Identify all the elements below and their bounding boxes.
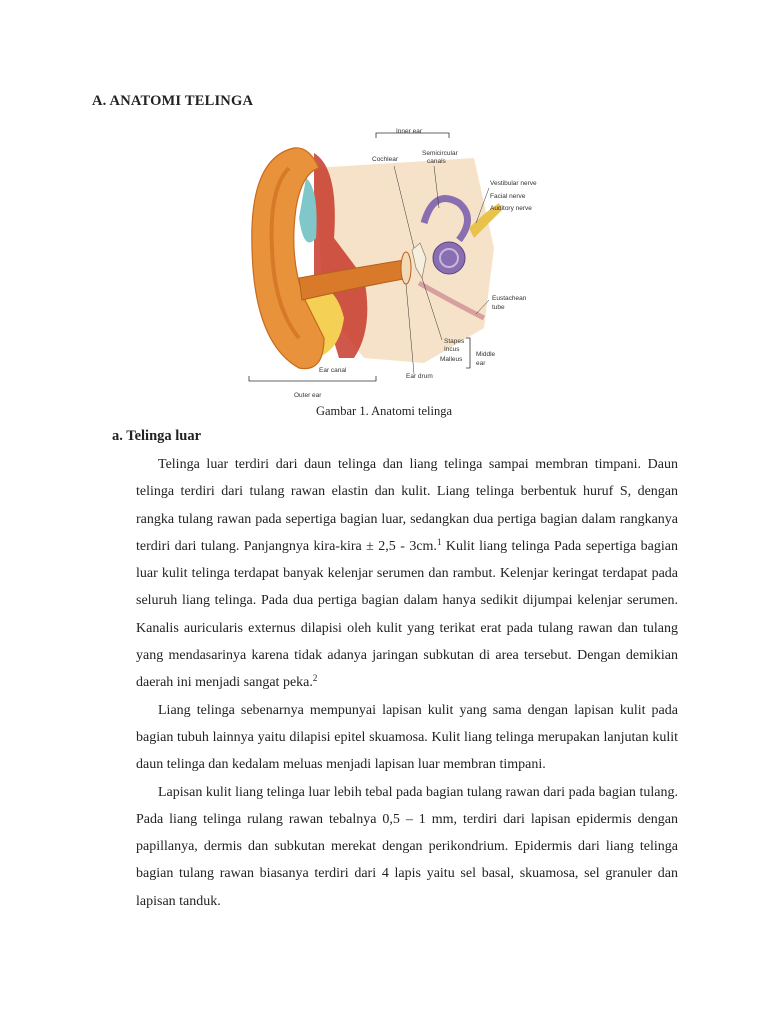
label-stapes: Stapes <box>444 338 465 345</box>
section-heading: A. ANATOMI TELINGA <box>92 93 254 109</box>
svg-text:Semicircular <box>422 150 459 157</box>
label-eustachian-1: Eustachean <box>492 295 527 302</box>
svg-text:Eustachean <box>492 295 527 302</box>
footnote-ref-2: 2 <box>312 673 318 684</box>
svg-text:Auditory nerve <box>490 205 532 212</box>
paragraph-1: Telinga luar terdiri dari daun telinga dan liang telinga sampai membran timpani. Daun telinga terdiri dari tulang rawan elastin dan kulit. Liang telinga berbentuk huruf S, dengan rangka tulang rawan pada sepertiga bagian luar, sedangkan dua pertiga bagian dalam rangkanya terdiri dari tulang. Panjangnya kira-kira ± 2,5 - 3cm.$^1$ Kulit liang telinga Pada sepertiga bagian luar kulit telinga terdapat banyak kelenjar serumen dan rambut. Kelenjar keringat terdapat pada seluruh liang telinga. Pada dua pertiga bagian dalam hanya sedikit dijumpai kelenjar serumen. Kanalis auricularis externus dilapisi oleh kulit yang terikat erat pada tulang rawan dan tulang yang mendasarinya karena tidak adanya jaringan subkutan di area tersebut. Dengan demikian daerah ini menjadi sangat peka.$^2$ <box>136 457 678 691</box>
label-vestibular-nerve: Vestibular nerve <box>490 180 537 187</box>
label-auditory-nerve: Auditory nerve <box>490 205 532 212</box>
ear-anatomy-figure <box>244 128 544 400</box>
svg-text:Ear drum <box>406 373 433 380</box>
paragraph-3: Lapisan kulit liang telinga luar lebih tebal pada bagian tulang rawan dari pada bagian tulang. Pada liang telinga rulang rawan tebalnya 0,5 – 1 mm, terdiri dari lapisan epidermis dengan papillanya, dermis dan subkutan merekat dengan perikondrium. Epidermis dari liang telinga bagian tulang rawan biasanya terdiri dari 4 lapis yaitu sel basal, skuamosa, sel granuler dan lapisan tanduk. <box>136 784 678 909</box>
label-middle-ear-1: Middle <box>476 351 496 358</box>
svg-text:Stapes <box>444 338 465 345</box>
pinna <box>252 148 324 369</box>
figure-caption: Gambar 1. Anatomi telinga <box>315 404 453 418</box>
label-semicircular-2: canals <box>427 158 446 165</box>
label-facial-nerve: Facial nerve <box>490 193 526 200</box>
svg-text:Cochlear <box>372 156 399 163</box>
svg-text:Vestibular nerve <box>490 180 537 187</box>
svg-text:Inner ear <box>396 128 423 135</box>
label-malleus: Malleus <box>440 356 463 363</box>
svg-text:Outer ear <box>294 392 322 399</box>
label-inner-ear: Inner ear <box>396 128 423 135</box>
label-cochlear: Cochlear <box>372 156 399 163</box>
label-middle-ear-2: ear <box>476 360 486 367</box>
cochlea <box>433 242 465 274</box>
subsection-heading: a. Telinga luar <box>112 428 202 444</box>
paragraph-2: Liang telinga sebenarnya mempunyai lapisan kulit yang sama dengan lapisan kulit pada bagian tubuh lainnya yaitu dilapisi epitel skuamosa. Kulit liang telinga merupakan lanjutan kulit daun telinga dan kedalam meluas menjadi lapisan luar membran timpani. <box>136 702 678 773</box>
svg-text:Incus <box>444 346 460 353</box>
label-outer-ear: Outer ear <box>294 392 322 399</box>
svg-text:Ear canal <box>319 367 347 374</box>
body-text <box>136 451 678 915</box>
eardrum <box>401 252 411 284</box>
svg-text:ear <box>476 360 486 367</box>
footnote-ref-1: 1 <box>436 536 442 547</box>
svg-text:tube <box>492 304 505 311</box>
label-semicircular-1: Semicircular <box>422 150 458 157</box>
svg-text:Malleus <box>440 356 463 363</box>
label-ear-drum: Ear drum <box>406 373 433 380</box>
svg-text:Facial nerve <box>490 193 526 200</box>
svg-text:Middle <box>476 351 496 358</box>
label-incus: Incus <box>444 346 460 353</box>
label-ear-canal: Ear canal <box>319 367 347 374</box>
svg-text:canals <box>427 158 447 165</box>
label-eustachian-2: tube <box>492 304 505 311</box>
